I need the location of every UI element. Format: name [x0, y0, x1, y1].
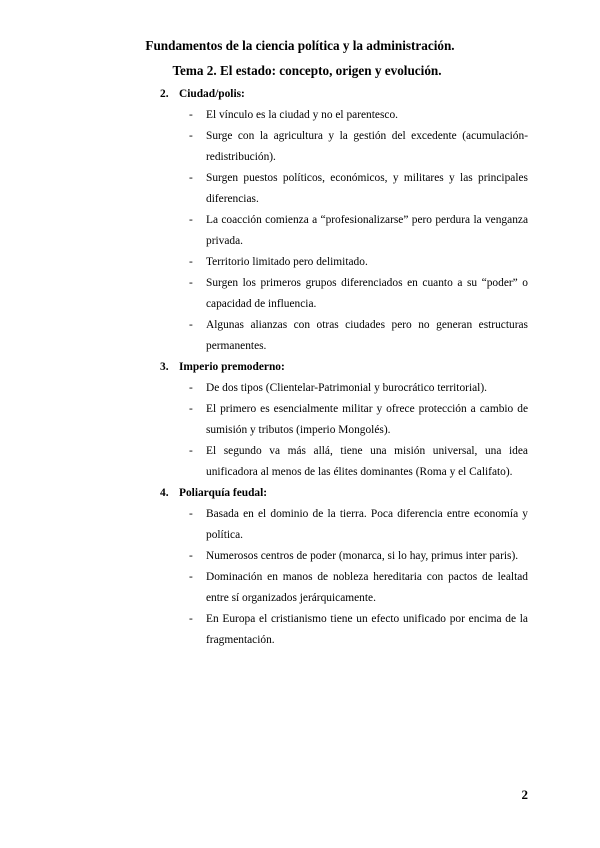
section-number: 2. [160, 88, 169, 100]
dash-bullet: - [189, 256, 193, 268]
dash-bullet: - [189, 550, 193, 562]
dash-bullet: - [189, 613, 193, 625]
bullet-list [0, 378, 600, 483]
list-item-text: El primero es esencialmente militar y ofrece protección a cambio de sumisión y tributos (imperio Mongolés). [206, 403, 528, 436]
list-item-text: Surgen puestos políticos, económicos, y militares y las principales diferencias. [206, 172, 528, 205]
page-number: 2 [521, 787, 528, 802]
dash-bullet: - [189, 445, 193, 457]
list-item [0, 441, 600, 483]
list-item [0, 399, 600, 441]
dash-bullet: - [189, 319, 193, 331]
list-item [0, 504, 600, 546]
list-item-text: Surgen los primeros grupos diferenciados en cuanto a su “poder” o capacidad de influencia. [206, 277, 528, 310]
list-item [0, 273, 600, 315]
dash-bullet: - [189, 382, 193, 394]
list-item [0, 378, 600, 399]
dash-bullet: - [189, 403, 193, 415]
document-title: Fundamentos de la ciencia política y la administración. [145, 38, 455, 53]
section-number: 3. [160, 361, 169, 373]
dash-bullet: - [189, 172, 193, 184]
list-item-text: La coacción comienza a “profesionalizarse” pero perdura la venganza privada. [206, 214, 528, 247]
section-poliarquia-feudal [0, 483, 600, 651]
dash-bullet: - [189, 571, 193, 583]
list-item-text: Algunas alianzas con otras ciudades pero no generan estructuras permanentes. [206, 319, 528, 352]
list-item [0, 105, 600, 126]
list-item-text: Numerosos centros de poder (monarca, si lo hay, primus inter paris). [206, 550, 519, 562]
dash-bullet: - [189, 508, 193, 520]
document-subtitle: Tema 2. El estado: concepto, origen y evolución. [172, 63, 442, 78]
list-item-text: El segundo va más allá, tiene una misión universal, una idea unificadora al menos de las élites dominantes (Roma y el Califato). [206, 445, 528, 478]
document-body [0, 84, 600, 651]
section-heading [0, 84, 600, 105]
section-heading [0, 357, 600, 378]
section-heading [0, 483, 600, 504]
dash-bullet: - [189, 130, 193, 142]
list-item [0, 252, 600, 273]
dash-bullet: - [189, 214, 193, 226]
list-item-text: El vínculo es la ciudad y no el parentesco. [206, 109, 398, 121]
list-item-text: Dominación en manos de nobleza hereditaria con pactos de lealtad entre sí organizados jerárquicamente. [206, 571, 528, 604]
list-item-text: De dos tipos (Clientelar-Patrimonial y burocrático territorial). [206, 382, 487, 394]
list-item [0, 210, 600, 252]
dash-bullet: - [189, 109, 193, 121]
list-item-text: En Europa el cristianismo tiene un efecto unificado por encima de la fragmentación. [206, 613, 528, 646]
bullet-list [0, 105, 600, 357]
list-item-text: Basada en el dominio de la tierra. Poca diferencia entre economía y política. [206, 508, 528, 541]
section-title: Poliarquía feudal: [179, 487, 268, 499]
section-title: Ciudad/polis: [179, 88, 245, 100]
section-ciudad-polis [0, 84, 600, 357]
list-item [0, 609, 600, 651]
section-number: 4. [160, 487, 169, 499]
list-item [0, 546, 600, 567]
list-item [0, 126, 600, 168]
list-item [0, 315, 600, 357]
section-title: Imperio premoderno: [179, 361, 285, 373]
list-item-text: Territorio limitado pero delimitado. [206, 256, 368, 268]
section-imperio-premoderno [0, 357, 600, 483]
list-item-text: Surge con la agricultura y la gestión del excedente (acumulación-redistribución). [206, 130, 528, 163]
list-item [0, 168, 600, 210]
bullet-list [0, 504, 600, 651]
list-item [0, 567, 600, 609]
dash-bullet: - [189, 277, 193, 289]
